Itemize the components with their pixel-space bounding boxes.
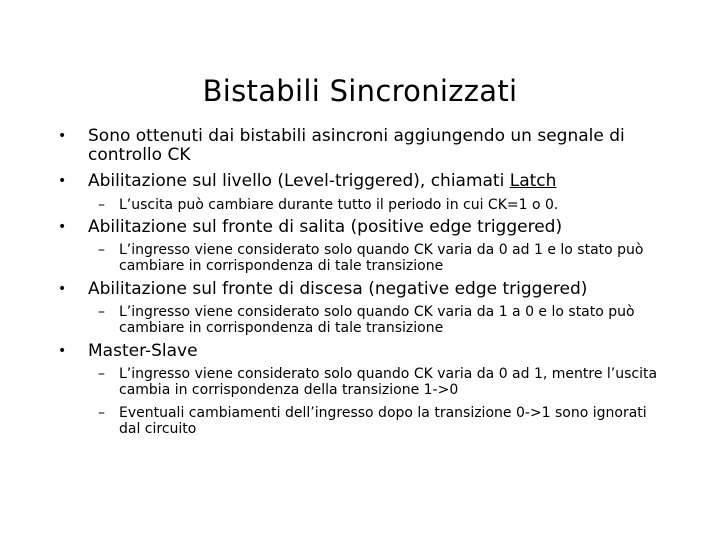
bullet-icon: • <box>58 173 67 189</box>
dash-icon: – <box>98 405 105 421</box>
sub-text: L’ingresso viene considerato solo quando CK varia da 1 a 0 e lo stato può cambiare in corrispondenza di tale transizione <box>119 304 635 336</box>
sub-text: Eventuali cambiamenti dell’ingresso dopo la transizione 0->1 sono ignorati dal circuito <box>119 405 647 437</box>
dash-icon: – <box>98 242 105 258</box>
bullet-icon: • <box>58 281 67 297</box>
bullet-text: Master-Slave <box>88 341 198 361</box>
latch-term: Latch <box>509 171 557 191</box>
bullet-icon: • <box>58 128 67 144</box>
bullet-text: Abilitazione sul fronte di salita (positive edge triggered) <box>88 217 563 237</box>
dash-icon: – <box>98 304 105 320</box>
dash-icon: – <box>98 197 105 213</box>
bullet-text: Abilitazione sul livello (Level-triggered), chiamati <box>88 171 510 191</box>
sub-text: L’ingresso viene considerato solo quando CK varia da 0 ad 1 e lo stato può cambiare in corrispondenza di tale transizione <box>119 242 644 274</box>
slide-title: Bistabili Sincronizzati <box>202 74 518 108</box>
sub-text: L’ingresso viene considerato solo quando CK varia da 0 ad 1, mentre l’uscita cambia in corrispondenza della transizione 1->0 <box>119 366 658 398</box>
bullet-icon: • <box>58 343 67 359</box>
sub-text: L’uscita può cambiare durante tutto il periodo in cui CK=1 o 0. <box>119 197 559 213</box>
dash-icon: – <box>98 366 105 382</box>
bullet-text: Abilitazione sul fronte di discesa (negative edge triggered) <box>88 279 588 299</box>
bullet-icon: • <box>58 219 67 235</box>
bullet-text: Sono ottenuti dai bistabili asincroni aggiungendo un segnale di controllo CK <box>88 126 625 165</box>
